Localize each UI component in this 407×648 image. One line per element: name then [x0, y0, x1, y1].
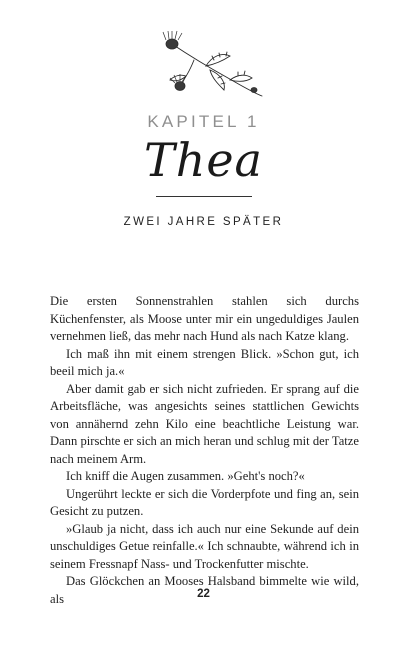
paragraph: Die ersten Sonnenstrahlen stahlen sich durchs Küchenfenster, als Moose unter mir ein ungeduldiges Jaulen vernehmen ließ, das mehr nach Hund als nach Katze klang.: [50, 294, 359, 343]
paragraph: Ungerührt leckte er sich die Vorderpfote und fing an, sein Gesicht zu putzen.: [50, 486, 359, 518]
paragraph: »Glaub ja nicht, dass ich auch nur eine Sekunde auf dein unschuldiges Getue reinfalle.« Ich schnaubte, während ich in seinem Fressnapf Nass- und Trockenfutter mischte.: [50, 521, 359, 571]
paragraph: Ich maß ihn mit einem strengen Blick. »Schon gut, ich beeil mich ja.«: [50, 346, 359, 378]
page-number: 22: [197, 588, 210, 600]
chapter-subtitle: ZWEI JAHRE SPÄTER: [123, 216, 284, 228]
body-text: [50, 293, 359, 608]
paragraph: Aber damit gab er sich nicht zufrieden. Er sprang auf die Arbeitsfläche, was angesichts seines stattlichen Gewichts von annähernd zehn Kilo eine beachtliche Leistung war. Dann pirschte er sich an mich heran und schlug mit der Tatze nach meinem Arm.: [50, 381, 359, 466]
chapter-label: KAPITEL 1: [147, 112, 260, 131]
thistle-icon: [150, 30, 266, 102]
paragraph: Das Glöckchen an Mooses Halsband bimmelte wie wild, als: [50, 574, 359, 606]
title-underline: [156, 196, 252, 197]
chapter-title: Thea: [144, 133, 263, 187]
paragraph: Ich kniff die Augen zusammen. »Geht's noch?«: [66, 469, 305, 483]
